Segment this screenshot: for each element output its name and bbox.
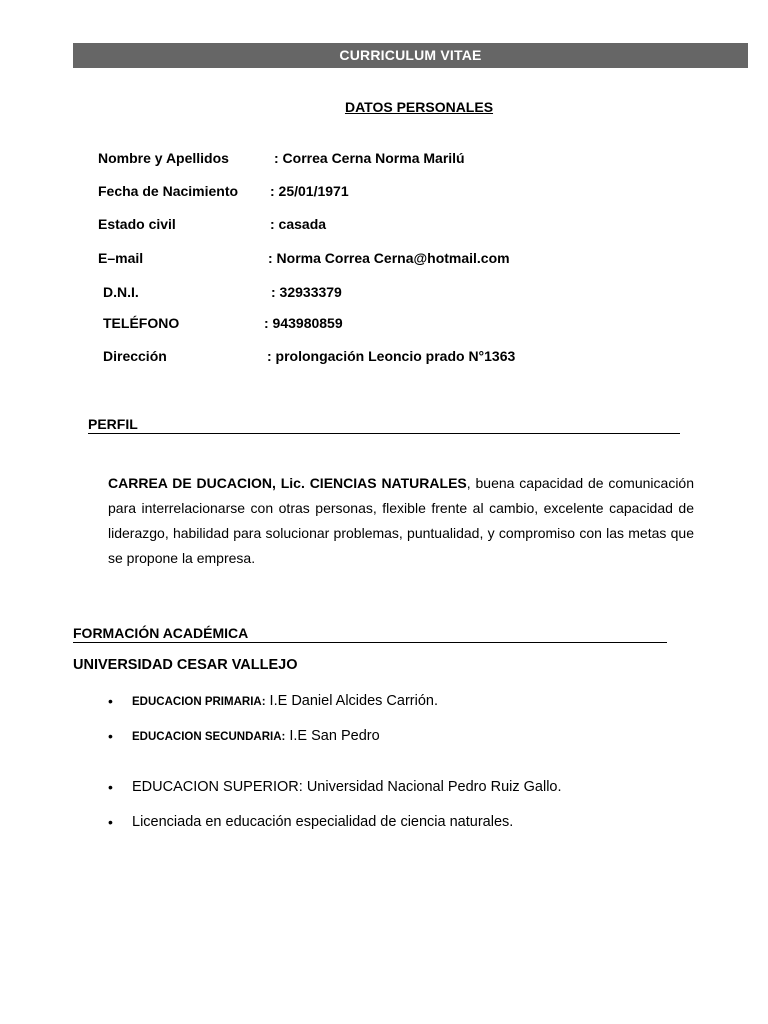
university-name: UNIVERSIDAD CESAR VALLEJO bbox=[73, 657, 298, 673]
row-value: : 943980859 bbox=[264, 315, 343, 331]
bullet-icon: • bbox=[108, 814, 113, 830]
row-label: Nombre y Apellidos bbox=[98, 150, 229, 166]
perfil-text: , buena capacidad de comunicación para interrelacionarse con otras personas, flexible frente al cambio, excelente capacidad de liderazgo, habilidad para solucionar problemas, puntualidad, y compromiso con las metas que se propone la empresa. bbox=[108, 475, 694, 566]
item-value: I.E San Pedro bbox=[285, 728, 380, 744]
bullet-icon: • bbox=[108, 779, 113, 795]
cv-header-bar bbox=[73, 43, 748, 68]
personal-data-title: DATOS PERSONALES bbox=[344, 99, 494, 115]
bullet-icon: • bbox=[108, 693, 113, 709]
perfil-paragraph bbox=[108, 471, 694, 571]
row-label: Fecha de Nacimiento bbox=[98, 183, 239, 199]
bullet-icon: • bbox=[108, 728, 113, 744]
item-text: Licenciada en educación especialidad de ciencia naturales. bbox=[132, 814, 514, 830]
perfil-title: PERFIL bbox=[88, 416, 138, 432]
item-value: I.E Daniel Alcides Carrión. bbox=[265, 693, 438, 709]
row-value: : 25/01/1971 bbox=[270, 183, 349, 199]
row-label: TELÉFONO bbox=[103, 315, 180, 331]
cv-title: CURRICULUM VITAE bbox=[339, 47, 482, 63]
row-label: Dirección bbox=[103, 348, 167, 364]
formacion-heading bbox=[73, 625, 667, 643]
row-value: : Correa Cerna Norma Marilú bbox=[274, 150, 465, 166]
row-label: Estado civil bbox=[98, 216, 176, 232]
row-value: : prolongación Leoncio prado N°1363 bbox=[267, 348, 516, 364]
row-value: : casada bbox=[270, 216, 327, 232]
item-label: EDUCACION PRIMARIA: bbox=[132, 696, 266, 708]
perfil-heading bbox=[88, 416, 680, 434]
row-value: : 32933379 bbox=[271, 284, 342, 300]
row-value: : Norma Correa Cerna@hotmail.com bbox=[268, 250, 510, 266]
row-label: D.N.I. bbox=[103, 284, 139, 300]
item-text: EDUCACION SUPERIOR: Universidad Nacional Pedro Ruiz Gallo. bbox=[132, 779, 562, 795]
perfil-bold-intro: CARREA DE DUCACION, Lic. CIENCIAS NATURALES bbox=[108, 475, 467, 491]
row-label: E–mail bbox=[98, 250, 144, 266]
item-label: EDUCACION SECUNDARIA: bbox=[132, 731, 286, 743]
formacion-title: FORMACIÓN ACADÉMICA bbox=[73, 625, 249, 641]
